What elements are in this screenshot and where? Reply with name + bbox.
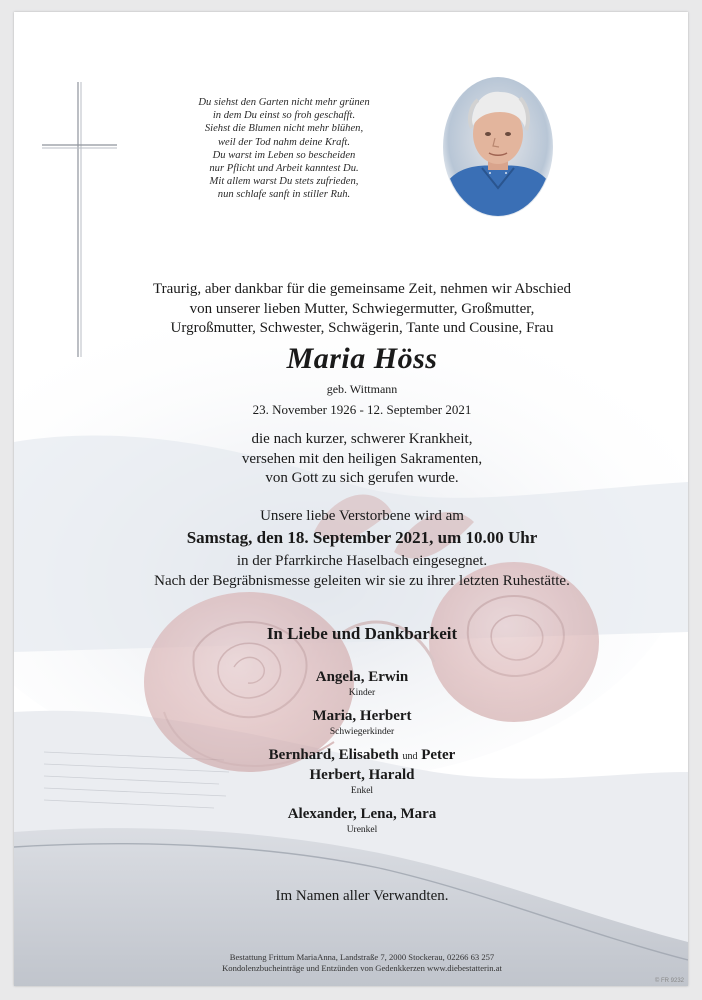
service-place xyxy=(54,552,670,591)
poem-line: Siehst die Blumen nicht mehr blühen, xyxy=(204,123,364,135)
deceased-name: Maria Höss xyxy=(286,342,438,375)
poem-line: Du siehst den Garten nicht mehr grünen xyxy=(198,97,370,108)
family-names: Bernhard, Elisabeth xyxy=(268,747,399,763)
intro-line: von unserer lieben Mutter, Schwiegermutter, Großmutter, xyxy=(189,300,535,317)
family-names: Alexander, Lena, Mara xyxy=(287,806,437,822)
service-date: Samstag, den 18. September 2021, um 10.00 Uhr xyxy=(186,528,538,547)
service-intro: Unsere liebe Verstorbene wird am xyxy=(260,508,464,524)
memorial-poem xyxy=(164,96,404,202)
family-names: Herbert, Harald xyxy=(309,767,415,783)
intro-line: Urgroßmutter, Schwester, Schwägerin, Tante und Cousine, Frau xyxy=(170,320,554,336)
conjunction: und xyxy=(402,751,418,762)
parte-sheet xyxy=(14,12,688,986)
poem-line: in dem Du einst so froh geschafft. xyxy=(212,110,356,122)
family-names: Peter xyxy=(421,747,456,763)
footer-address: Bestattung Frittum MariaAnna, Landstraße 7, 2000 Stockerau, 02266 63 257 xyxy=(229,952,495,962)
poem-line: nun schlafe sanft in stiller Ruh. xyxy=(217,189,351,201)
birth-name: geb. Wittmann xyxy=(326,382,398,396)
family-names-line xyxy=(74,746,650,766)
gratitude-heading: In Liebe und Dankbarkeit xyxy=(266,624,458,643)
portrait-photo xyxy=(442,76,554,218)
family-group-grandchildren xyxy=(74,746,650,797)
passing-text xyxy=(74,430,650,489)
family-names: Angela, Erwin xyxy=(315,669,409,685)
family-role: Kinder xyxy=(348,688,376,698)
service-place-line: Nach der Begräbnismesse geleiten wir sie zu ihrer letzten Ruhestätte. xyxy=(154,572,570,589)
family-group-children xyxy=(74,668,650,699)
intro-line: Traurig, aber dankbar für die gemeinsame Zeit, nehmen wir Abschied xyxy=(152,281,572,297)
footer-website: Kondolenzbucheinträge und Entzünden von Gedenkkerzen www.diebestatterin.at xyxy=(222,963,502,973)
poem-line: Mit allem warst Du stets zufrieden, xyxy=(209,176,359,188)
family-names: Maria, Herbert xyxy=(312,708,412,724)
poem-line: nur Pflicht und Arbeit kanntest Du. xyxy=(209,163,359,175)
family-role: Urenkel xyxy=(346,825,378,835)
life-dates: 23. November 1926 - 12. September 2021 xyxy=(252,402,472,417)
poem-line: weil der Tod nahm deine Kraft. xyxy=(217,136,351,148)
funeral-home-footer xyxy=(74,952,650,974)
print-code: © FR 9232 xyxy=(654,978,684,984)
family-list xyxy=(74,668,650,844)
service-place-line: in der Pfarrkirche Haselbach eingesegnet. xyxy=(236,553,488,569)
family-group-in-laws xyxy=(74,707,650,738)
passing-line: von Gott zu sich gerufen wurde. xyxy=(265,470,459,486)
family-role: Enkel xyxy=(350,786,374,796)
passing-line: die nach kurzer, schwerer Krankheit, xyxy=(251,431,473,447)
family-group-great-grandchildren xyxy=(74,805,650,836)
passing-line: versehen mit den heiligen Sakramenten, xyxy=(241,450,483,467)
poem-line: Du warst im Leben so bescheiden xyxy=(212,149,356,161)
intro-text xyxy=(74,280,650,339)
closing-line: Im Namen aller Verwandten. xyxy=(275,888,449,904)
family-role: Schwiegerkinder xyxy=(329,727,395,737)
